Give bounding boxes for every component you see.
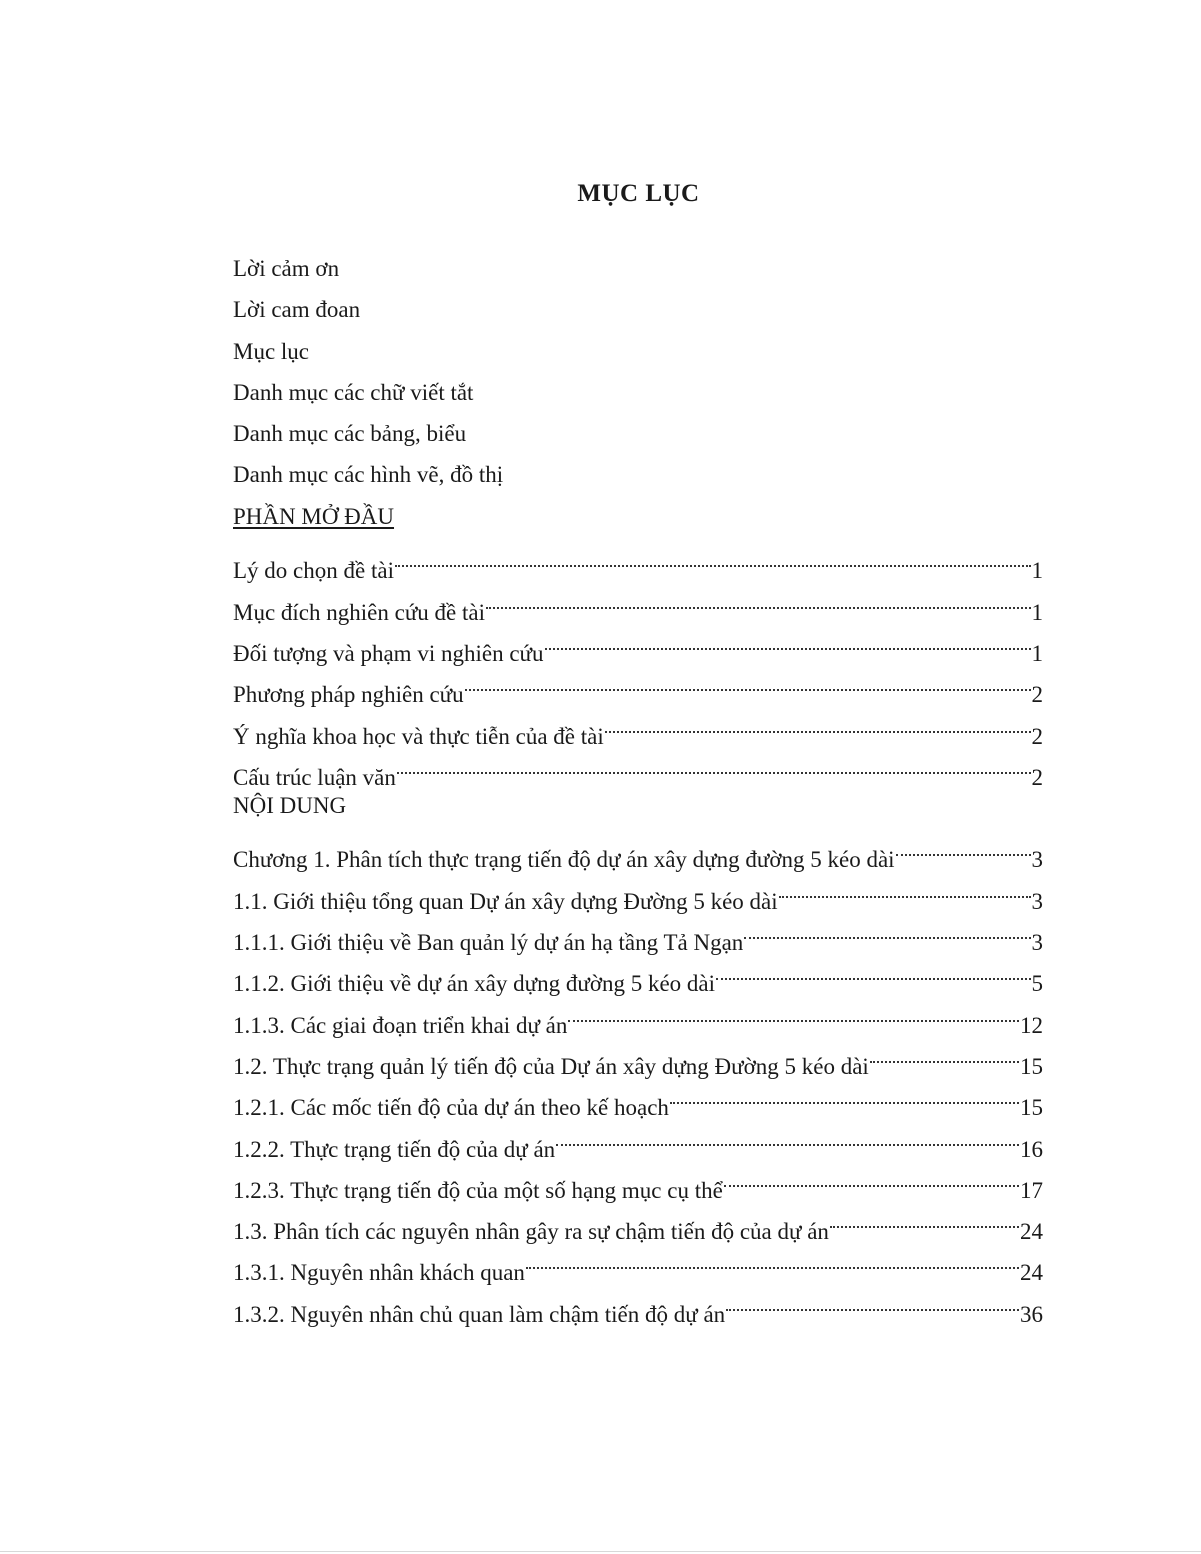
toc-entry-label: 1.2.1. Các mốc tiến độ của dự án theo kế hoạch: [233, 1095, 669, 1121]
toc-entry-label: Phương pháp nghiên cứu: [233, 682, 464, 708]
toc-entry-label: 1.2.2. Thực trạng tiến độ của dự án: [233, 1136, 556, 1162]
dot-leader: [526, 1239, 1019, 1280]
toc-entry-page-number: 24: [1020, 1260, 1043, 1286]
dot-leader: [605, 702, 1031, 743]
toc-entry-label: Mục lục: [233, 338, 310, 364]
dot-leader: [724, 1157, 1019, 1198]
toc-entry-page-number: 2: [1031, 682, 1043, 708]
toc-entry[interactable]: [233, 289, 1043, 330]
dot-leader: [395, 537, 1031, 578]
toc-entry-label: 1.1.3. Các giai đoạn triển khai dự án: [233, 1012, 568, 1038]
toc-entry[interactable]: [233, 331, 1043, 372]
toc-entry-label: Ý nghĩa khoa học và thực tiễn của đề tài: [233, 723, 604, 749]
toc-entry-page-number: 12: [1020, 1012, 1043, 1038]
toc-entry-page-number: 16: [1020, 1136, 1043, 1162]
dot-leader: [870, 1033, 1019, 1074]
toc-entry-page-number: 15: [1020, 1053, 1043, 1079]
toc-entry-label: 1.1.2. Giới thiệu về dự án xây dựng đường 5 kéo dài: [233, 971, 716, 997]
toc-entry-label: NỘI DUNG: [233, 792, 347, 818]
dot-leader: [726, 1280, 1019, 1321]
dot-leader: [716, 950, 1030, 991]
toc-entry[interactable]: [233, 372, 1043, 413]
toc-entry[interactable]: [233, 537, 1043, 584]
toc-entry-label: Lời cam đoan: [233, 297, 361, 323]
toc-entry-label: 1.3. Phân tích các nguyên nhân gây ra sự chậm tiến độ của dự án: [233, 1219, 829, 1245]
page-title: MỤC LỤC: [577, 180, 700, 207]
toc-entry-page-number: 3: [1031, 930, 1043, 956]
toc-entry[interactable]: [233, 454, 1043, 495]
toc-entry-label: Lời cảm ơn: [233, 256, 340, 281]
toc-entry[interactable]: [233, 496, 1043, 537]
dot-leader: [896, 826, 1031, 867]
toc-entry-page-number: 3: [1031, 847, 1043, 873]
toc-entry[interactable]: [233, 248, 1043, 289]
toc-entry-label: Mục đích nghiên cứu đề tài: [233, 599, 485, 625]
dot-leader: [545, 620, 1031, 661]
toc-entry-page-number: 2: [1031, 723, 1043, 749]
dot-leader: [744, 909, 1030, 950]
dot-leader: [670, 1074, 1019, 1115]
toc-entry-page-number: 2: [1031, 764, 1043, 790]
toc-entry-label: PHẦN MỞ ĐẦU: [233, 503, 395, 529]
toc-entry-page-number: 15: [1020, 1095, 1043, 1121]
toc-entry-page-number: 24: [1020, 1219, 1043, 1245]
toc-entry-label: 1.2. Thực trạng quản lý tiến độ của Dự án xây dựng Đường 5 kéo dài: [233, 1053, 869, 1079]
toc-entry-label: 1.3.1. Nguyên nhân khách quan: [233, 1260, 525, 1286]
toc-entry-label: Lý do chọn đề tài: [233, 558, 394, 584]
dot-leader: [465, 661, 1031, 702]
toc-entry-page-number: 5: [1031, 971, 1043, 997]
table-of-contents: [233, 248, 1043, 1327]
toc-entry[interactable]: [233, 826, 1043, 873]
dot-leader: [779, 867, 1031, 908]
toc-entry-page-number: 1: [1031, 558, 1043, 584]
toc-entry-label: Chương 1. Phân tích thực trạng tiến độ dự án xây dựng đường 5 kéo dài: [233, 847, 895, 873]
dot-leader: [486, 578, 1031, 619]
toc-entry-label: 1.3.2. Nguyên nhân chủ quan làm chậm tiến độ dự án: [233, 1301, 726, 1327]
toc-entry-label: 1.1. Giới thiệu tổng quan Dự án xây dựng Đường 5 kéo dài: [233, 888, 778, 914]
dot-leader: [830, 1198, 1019, 1239]
toc-entry-page-number: 1: [1031, 640, 1043, 666]
dot-leader: [568, 991, 1019, 1032]
toc-entry-label: Đối tượng và phạm vi nghiên cứu: [233, 640, 544, 666]
toc-entry-page-number: 1: [1031, 599, 1043, 625]
toc-entry-label: Danh mục các bảng, biểu: [233, 421, 467, 447]
toc-entry-label: 1.1.1. Giới thiệu về Ban quản lý dự án hạ tầng Tả Ngạn: [233, 930, 744, 956]
toc-entry[interactable]: [233, 413, 1043, 454]
dot-leader: [397, 744, 1031, 785]
toc-entry-label: Cấu trúc luận văn: [233, 764, 396, 790]
toc-entry-page-number: 3: [1031, 888, 1043, 914]
page-bottom-edge: [0, 1551, 1201, 1552]
toc-entry-label: 1.2.3. Thực trạng tiến độ của một số hạng mục cụ thể: [233, 1177, 723, 1203]
dot-leader: [556, 1115, 1019, 1156]
toc-entry-label: Danh mục các chữ viết tắt: [233, 379, 474, 405]
toc-entry-page-number: 17: [1020, 1177, 1043, 1203]
toc-entry-page-number: 36: [1020, 1301, 1043, 1327]
toc-entry-label: Danh mục các hình vẽ, đồ thị: [233, 462, 504, 488]
